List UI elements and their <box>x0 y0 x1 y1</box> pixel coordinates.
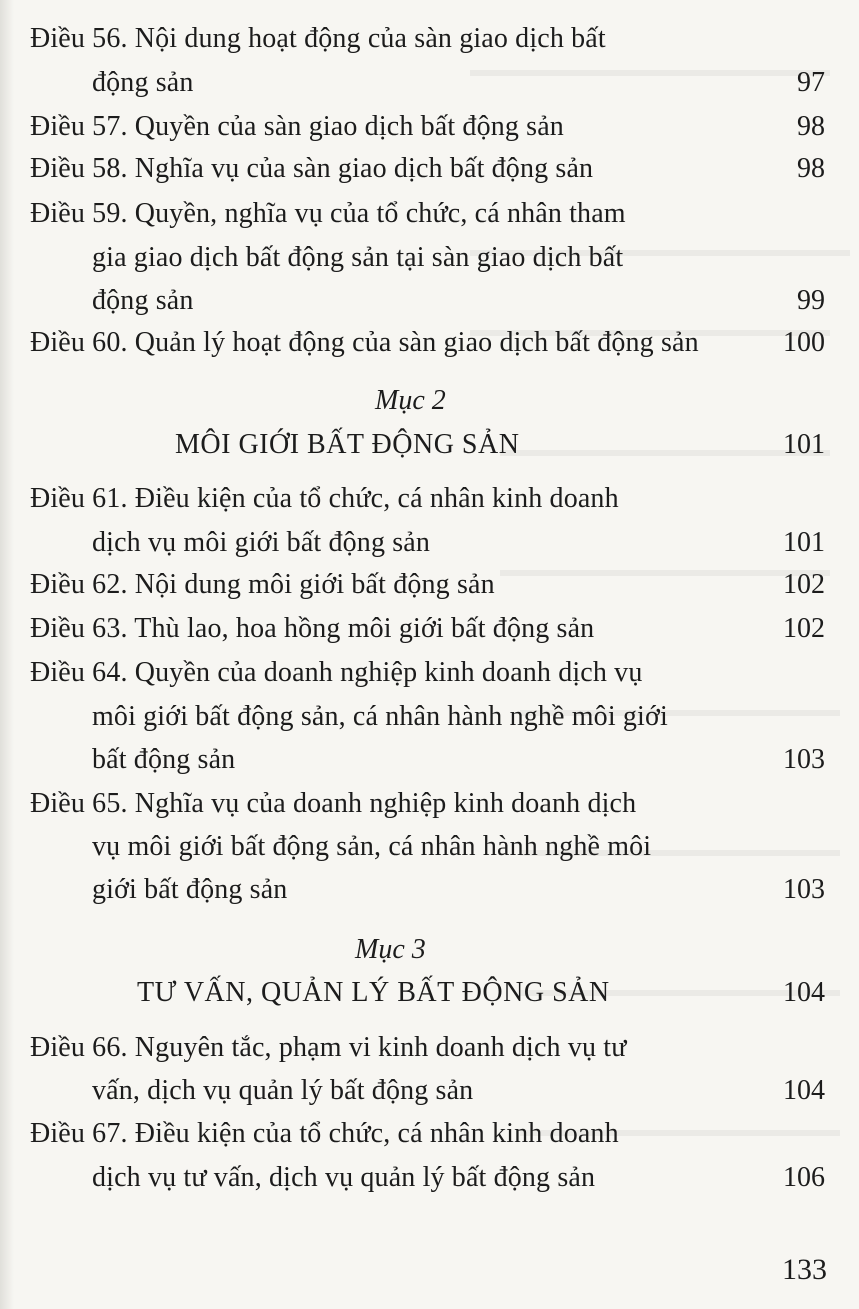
toc-entry-58-page: 98 <box>797 153 825 184</box>
toc-entry-63: Điều 63. Thù lao, hoa hồng môi giới bất động sản <box>30 613 595 644</box>
section-page-muc-3: 104 <box>783 977 825 1008</box>
toc-entry-56-line2: động sản <box>92 67 194 98</box>
toc-entry-64-page: 103 <box>783 744 825 775</box>
toc-entry-62-page: 102 <box>783 569 825 600</box>
section-title-muc-2: MÔI GIỚI BẤT ĐỘNG SẢN <box>175 429 520 460</box>
toc-entry-58: Điều 58. Nghĩa vụ của sàn giao dịch bất động sản <box>30 153 594 184</box>
toc-entry-57-page: 98 <box>797 111 825 142</box>
toc-entry-67-line1: Điều 67. Điều kiện của tổ chức, cá nhân kinh doanh <box>30 1118 619 1149</box>
toc-entry-65-line1: Điều 65. Nghĩa vụ của doanh nghiệp kinh doanh dịch <box>30 788 637 819</box>
toc-entry-56-line1: Điều 56. Nội dung hoạt động của sàn giao dịch bất <box>30 23 606 54</box>
page-edge-shadow <box>0 0 14 1309</box>
toc-entry-61-page: 101 <box>783 527 825 558</box>
section-label-muc-2: Mục 2 <box>375 385 446 416</box>
toc-entry-61-line1: Điều 61. Điều kiện của tổ chức, cá nhân kinh doanh <box>30 483 619 514</box>
page-number: 133 <box>782 1253 827 1286</box>
toc-entry-63-page: 102 <box>783 613 825 644</box>
toc-entry-64-line1: Điều 64. Quyền của doanh nghiệp kinh doanh dịch vụ <box>30 657 643 688</box>
toc-entry-60-page: 100 <box>783 327 825 358</box>
toc-entry-66-line2: vấn, dịch vụ quản lý bất động sản <box>92 1075 474 1106</box>
toc-entry-62: Điều 62. Nội dung môi giới bất động sản <box>30 569 495 600</box>
toc-entry-59-page: 99 <box>797 285 825 316</box>
toc-entry-59-line2: gia giao dịch bất động sản tại sàn giao dịch bất <box>92 242 624 273</box>
toc-entry-59-line1: Điều 59. Quyền, nghĩa vụ của tổ chức, cá nhân tham <box>30 198 626 229</box>
toc-entry-66-page: 104 <box>783 1075 825 1106</box>
toc-entry-59-line3: động sản <box>92 285 194 316</box>
toc-entry-65-line3: giới bất động sản <box>92 874 288 905</box>
toc-entry-64-line3: bất động sản <box>92 744 236 775</box>
toc-entry-65-line2: vụ môi giới bất động sản, cá nhân hành nghề môi <box>92 831 652 862</box>
toc-entry-67-page: 106 <box>783 1162 825 1193</box>
toc-entry-66-line1: Điều 66. Nguyên tắc, phạm vi kinh doanh dịch vụ tư <box>30 1032 627 1063</box>
section-label-muc-3: Mục 3 <box>355 934 426 965</box>
toc-entry-61-line2: dịch vụ môi giới bất động sản <box>92 527 431 558</box>
toc-entry-65-page: 103 <box>783 874 825 905</box>
section-title-muc-3: TƯ VẤN, QUẢN LÝ BẤT ĐỘNG SẢN <box>137 977 610 1008</box>
section-page-muc-2: 101 <box>783 429 825 460</box>
toc-entry-60: Điều 60. Quản lý hoạt động của sàn giao dịch bất động sản <box>30 327 699 358</box>
toc-entry-56-page: 97 <box>797 67 825 98</box>
toc-entry-57: Điều 57. Quyền của sàn giao dịch bất động sản <box>30 111 564 142</box>
toc-entry-64-line2: môi giới bất động sản, cá nhân hành nghề môi giới <box>92 701 668 732</box>
toc-entry-67-line2: dịch vụ tư vấn, dịch vụ quản lý bất động sản <box>92 1162 596 1193</box>
